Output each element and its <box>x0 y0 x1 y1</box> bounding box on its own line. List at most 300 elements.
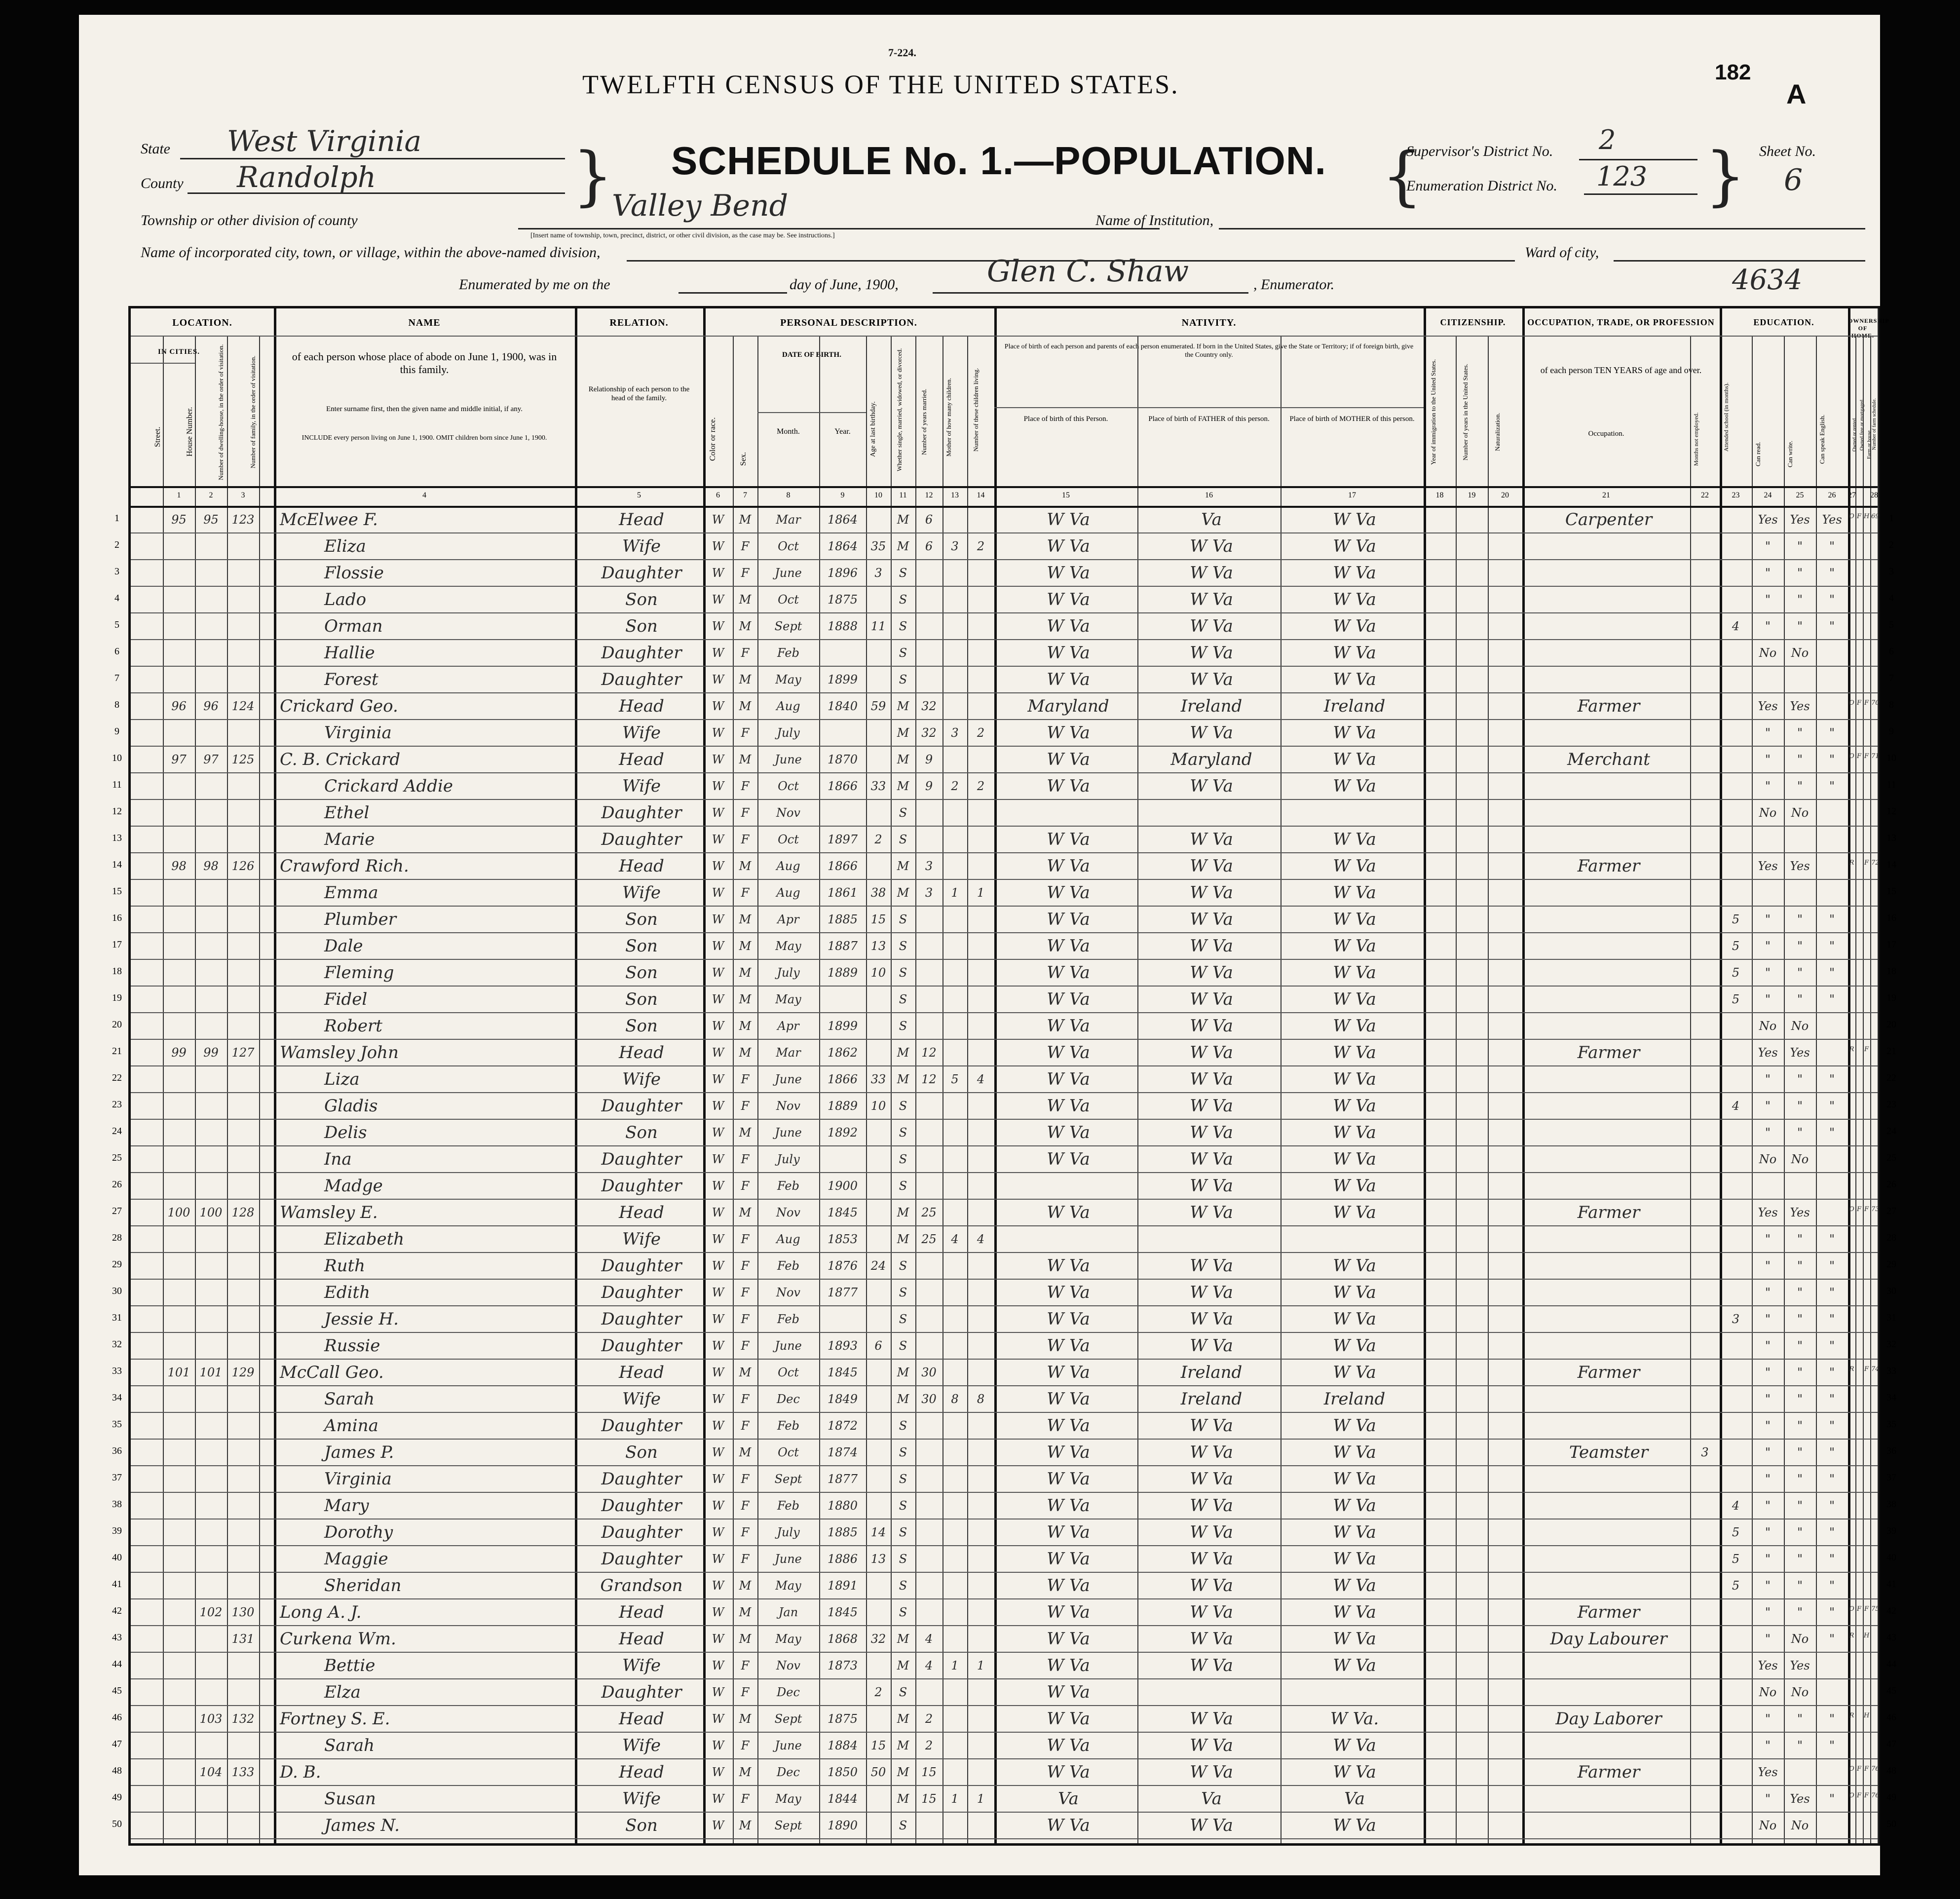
cell-dwelling: 100 <box>199 1206 223 1219</box>
cell-month: June <box>775 753 802 766</box>
group-personal: PERSONAL DESCRIPTION. <box>780 317 917 328</box>
cell-bf: W Va <box>1190 963 1233 983</box>
row-number-right: 34 <box>1886 1392 1896 1403</box>
cell-relation: Daughter <box>601 1416 682 1436</box>
cell-color: W <box>712 753 724 766</box>
cell-color: W <box>712 1126 724 1139</box>
cell-fm: F <box>1856 1206 1862 1213</box>
cell-color: W <box>712 1632 724 1646</box>
cell-bm: W Va <box>1333 1096 1376 1116</box>
cell-school: 4 <box>1732 1099 1740 1113</box>
row-rule <box>131 1385 1878 1386</box>
cell-month: Oct <box>778 539 799 553</box>
column-number: 10 <box>874 491 882 499</box>
hdr-occupation-desc: of each person TEN YEARS of age and over. <box>1540 365 1702 375</box>
cell-year: 1845 <box>827 1605 858 1619</box>
row-rule <box>131 1119 1878 1120</box>
cell-name: Forest <box>324 670 378 689</box>
cell-color: W <box>712 1099 724 1113</box>
cell-bf: W Va <box>1190 1443 1233 1462</box>
cell-write: Yes <box>1790 513 1810 527</box>
cell-month: Feb <box>777 1259 799 1273</box>
cell-year: 1886 <box>827 1552 858 1566</box>
cell-name: Crawford Rich. <box>280 856 409 876</box>
cell-bm: W Va <box>1333 883 1376 903</box>
cell-marital: S <box>899 833 907 846</box>
cell-own: O <box>1849 1605 1854 1613</box>
cell-read: Yes <box>1758 859 1778 873</box>
column-number: 18 <box>1435 491 1444 499</box>
cell-speak: " <box>1829 1339 1835 1353</box>
hdr-free-mortgaged: Owned free or mortgaged. <box>1859 398 1865 451</box>
cell-name: James P. <box>324 1443 394 1462</box>
cell-own: R <box>1849 1712 1854 1719</box>
cell-month: Dec <box>777 1765 800 1779</box>
cell-bf: W Va <box>1190 1416 1233 1436</box>
row-rule <box>131 1039 1878 1040</box>
cell-write: " <box>1797 1286 1803 1299</box>
cell-year: 1872 <box>827 1419 858 1433</box>
cell-bp: W Va <box>1047 910 1090 929</box>
hdr-farm-house: Farm or house. <box>1867 429 1872 459</box>
cell-color: W <box>712 1366 724 1379</box>
cell-sex: M <box>739 912 752 926</box>
row-number-right: 24 <box>1886 1126 1896 1137</box>
sheet-value: 6 <box>1784 163 1803 197</box>
cell-sex: M <box>739 939 752 953</box>
hdr-children-living: Number of these children living. <box>972 368 980 452</box>
cell-name: Flossie <box>324 563 384 583</box>
header-rule <box>131 336 1878 337</box>
cell-color: W <box>712 886 724 900</box>
cell-name: Robert <box>324 1016 382 1036</box>
row-rule <box>131 1598 1878 1599</box>
cell-own: O <box>1849 1206 1854 1213</box>
cell-dwelling: 95 <box>203 513 219 527</box>
cell-fm: F <box>1856 513 1862 520</box>
row-number-left: 8 <box>114 699 119 710</box>
cell-relation: Daughter <box>601 1522 682 1542</box>
column-number: 5 <box>637 491 641 499</box>
column-divider <box>1281 336 1282 1843</box>
cell-year: 1890 <box>827 1819 858 1832</box>
group-location: LOCATION. <box>172 317 232 328</box>
cell-month: May <box>775 1632 801 1646</box>
cell-name: Long A. J. <box>280 1602 362 1622</box>
cell-bm: W Va. <box>1330 1709 1379 1729</box>
cell-family: 124 <box>231 699 255 713</box>
cell-bm: W Va <box>1333 1149 1376 1169</box>
cell-month: Sept <box>774 1472 802 1486</box>
cell-bp: W Va <box>1047 776 1090 796</box>
hdr-month: Month. <box>777 427 800 436</box>
row-rule <box>131 692 1878 693</box>
cell-bm: W Va <box>1333 1043 1376 1063</box>
cell-dwelling: 97 <box>203 753 219 766</box>
cell-cl: 1 <box>977 1792 985 1806</box>
cell-year: 1864 <box>827 539 858 553</box>
cell-write: " <box>1797 1552 1803 1566</box>
cell-sex: F <box>741 1099 750 1113</box>
cell-ym: 30 <box>921 1366 937 1379</box>
cell-bf: W Va <box>1190 989 1233 1009</box>
cell-bm: W Va <box>1333 1602 1376 1622</box>
cell-relation: Daughter <box>601 563 682 583</box>
cell-bf: W Va <box>1190 670 1233 689</box>
cell-sched: 74 <box>1871 1366 1880 1373</box>
cell-relation: Daughter <box>601 1176 682 1196</box>
cell-bf: W Va <box>1190 1096 1233 1116</box>
cell-bp: W Va <box>1047 616 1090 636</box>
row-number-right: 37 <box>1886 1472 1896 1483</box>
cell-marital: S <box>899 1605 907 1619</box>
row-number-left: 21 <box>112 1046 122 1057</box>
cell-read: " <box>1765 1499 1771 1513</box>
row-number-right: 17 <box>1886 939 1896 950</box>
cell-marital: S <box>899 1019 907 1033</box>
row-number-left: 7 <box>114 673 119 684</box>
cell-month: Dec <box>777 1392 800 1406</box>
cell-color: W <box>712 1019 724 1033</box>
row-number-right: 15 <box>1886 886 1896 897</box>
cell-sex: F <box>741 1739 750 1752</box>
hdr-farm-schedule: Number of farm schedule. <box>1872 398 1877 451</box>
cell-bf: W Va <box>1190 1522 1233 1542</box>
row-number-right: 3 <box>1889 566 1894 577</box>
cell-speak: Yes <box>1822 513 1842 527</box>
cell-month: Mar <box>776 1046 801 1060</box>
cell-mo: 1 <box>951 886 959 900</box>
cell-speak: " <box>1829 1579 1835 1593</box>
cell-bf: W Va <box>1190 1256 1233 1276</box>
cell-write: " <box>1797 1739 1803 1752</box>
cell-name: Fleming <box>324 963 394 983</box>
column-divider <box>866 336 867 1843</box>
cell-bm: W Va <box>1333 536 1376 556</box>
cell-write: Yes <box>1790 1206 1810 1219</box>
row-number-right: 22 <box>1886 1072 1896 1083</box>
cell-fh: F <box>1864 699 1869 707</box>
hdr-year: Year. <box>834 427 851 436</box>
cell-read: " <box>1765 912 1771 926</box>
cell-bp: W Va <box>1047 1336 1090 1356</box>
row-rule <box>131 1145 1878 1146</box>
cell-bm: W Va <box>1333 1656 1376 1675</box>
cell-bm: W Va <box>1333 1816 1376 1835</box>
group-name: NAME <box>408 317 441 328</box>
cell-house: 95 <box>171 513 187 527</box>
cell-sex: M <box>739 1605 752 1619</box>
row-number-right: 4 <box>1889 593 1894 604</box>
enumerator-label: , Enumerator. <box>1253 276 1335 293</box>
cell-read: " <box>1765 1525 1771 1539</box>
cell-color: W <box>712 1445 724 1459</box>
cell-write: No <box>1791 1152 1809 1166</box>
cell-ym: 25 <box>921 1232 937 1246</box>
cell-read: " <box>1765 1712 1771 1726</box>
cell-speak: " <box>1829 1072 1835 1086</box>
cell-cl: 4 <box>977 1072 985 1086</box>
hdr-family: Number of family, in the order of visitation. <box>249 355 257 469</box>
cell-year: 1885 <box>827 912 858 926</box>
cell-name: Delis <box>324 1123 367 1142</box>
hdr-marital: Whether single, married, widowed, or divorced. <box>896 348 903 471</box>
cell-month: Aug <box>776 859 800 873</box>
cell-family: 130 <box>231 1605 255 1619</box>
hdr-house-number: House Number. <box>186 407 194 457</box>
cell-cl: 2 <box>977 726 985 740</box>
cell-own: R <box>1849 859 1854 867</box>
cell-name: Dorothy <box>324 1522 393 1542</box>
cell-read: " <box>1765 1445 1771 1459</box>
row-number-left: 37 <box>112 1472 122 1483</box>
cell-read: " <box>1765 1552 1771 1566</box>
row-number-left: 5 <box>114 619 119 630</box>
county-label: County <box>141 175 184 191</box>
row-rule <box>131 1172 1878 1173</box>
row-rule <box>131 639 1878 640</box>
cell-read: " <box>1765 1739 1771 1752</box>
cell-read: " <box>1765 1232 1771 1246</box>
cell-year: 1870 <box>827 753 858 766</box>
cell-name: C. B. Crickard <box>280 750 401 769</box>
cell-read: Yes <box>1758 1046 1778 1060</box>
cell-sex: F <box>741 1659 750 1672</box>
cell-month: Feb <box>777 1419 799 1433</box>
cell-bm: W Va <box>1333 776 1376 796</box>
cell-month: Oct <box>778 779 799 793</box>
cell-color: W <box>712 646 724 660</box>
cell-bm: W Va <box>1333 563 1376 583</box>
cell-marital: S <box>899 1259 907 1273</box>
cell-marital: S <box>899 939 907 953</box>
cell-color: W <box>712 1392 724 1406</box>
cell-marital: M <box>897 1392 909 1406</box>
cell-year: 1899 <box>827 673 858 686</box>
cell-relation: Grandson <box>600 1576 683 1595</box>
cell-name: Ruth <box>324 1256 366 1276</box>
cell-color: W <box>712 1259 724 1273</box>
cell-bm: W Va <box>1333 1256 1376 1276</box>
cell-bp: W Va <box>1047 883 1090 903</box>
cell-fh: F <box>1864 1605 1869 1613</box>
cell-bp: W Va <box>1047 1363 1090 1382</box>
cell-mo: 5 <box>951 1072 959 1086</box>
cell-speak: " <box>1829 619 1835 633</box>
cell-occ: Merchant <box>1567 750 1650 769</box>
cell-name: Bettie <box>324 1656 376 1675</box>
cell-sex: F <box>741 886 750 900</box>
cell-own: R <box>1849 1366 1854 1373</box>
cell-ym: 12 <box>921 1072 937 1086</box>
cell-color: W <box>712 806 724 820</box>
header-rule <box>131 486 1878 488</box>
cell-bm: W Va <box>1333 643 1376 663</box>
hdr-dwelling: Number of dwelling-house, in the order of visitation. <box>217 344 225 480</box>
cell-ym: 4 <box>925 1632 933 1646</box>
column-divider <box>1690 336 1691 1843</box>
cell-sex: M <box>739 1579 752 1593</box>
cell-house: 100 <box>167 1206 190 1219</box>
row-rule <box>131 746 1878 747</box>
cell-bf: W Va <box>1190 776 1233 796</box>
cell-age: 32 <box>870 1632 886 1646</box>
cell-sex: F <box>741 779 750 793</box>
cell-relation: Head <box>619 1709 664 1729</box>
cell-sex: F <box>741 1339 750 1353</box>
cell-age: 50 <box>870 1765 886 1779</box>
cell-cl: 2 <box>977 779 985 793</box>
cell-marital: S <box>899 806 907 820</box>
cell-bf: Va <box>1201 1789 1222 1809</box>
cell-speak: " <box>1829 1525 1835 1539</box>
cell-read: " <box>1765 1312 1771 1326</box>
cell-ym: 15 <box>921 1765 937 1779</box>
row-rule <box>131 1439 1878 1440</box>
row-number-left: 46 <box>112 1712 122 1723</box>
cell-sex: F <box>741 1419 750 1433</box>
cell-sex: F <box>741 566 750 580</box>
row-rule <box>131 1359 1878 1360</box>
cell-marital: M <box>897 513 909 527</box>
row-number-left: 1 <box>114 513 119 524</box>
cell-color: W <box>712 726 724 740</box>
cell-read: No <box>1759 1152 1777 1166</box>
column-divider <box>1720 308 1722 1843</box>
cell-year: 1893 <box>827 1339 858 1353</box>
cell-year: 1845 <box>827 1366 858 1379</box>
cell-write: " <box>1797 1072 1803 1086</box>
cell-year: 1840 <box>827 699 858 713</box>
cell-name: Elizabeth <box>324 1229 405 1249</box>
cell-color: W <box>712 513 724 527</box>
county-value: Randolph <box>237 160 377 194</box>
cell-bp: W Va <box>1047 856 1090 876</box>
cell-color: W <box>712 1472 724 1486</box>
cell-relation: Daughter <box>601 1149 682 1169</box>
cell-read: " <box>1765 1792 1771 1806</box>
cell-month: July <box>777 1152 800 1166</box>
cell-speak: " <box>1829 1286 1835 1299</box>
column-number: 23 <box>1732 491 1740 499</box>
cell-write: No <box>1791 1685 1809 1699</box>
cell-bf: W Va <box>1190 1309 1233 1329</box>
cell-mo: 2 <box>951 779 959 793</box>
cell-cl: 2 <box>977 539 985 553</box>
cell-color: W <box>712 1286 724 1299</box>
column-number: 9 <box>840 491 845 499</box>
cell-color: W <box>712 1579 724 1593</box>
cell-age: 11 <box>870 619 886 633</box>
cell-house: 97 <box>171 753 187 766</box>
row-rule <box>131 1065 1878 1066</box>
cell-bm: W Va <box>1333 1549 1376 1569</box>
cell-write: " <box>1797 619 1803 633</box>
cell-fh: F <box>1864 1765 1869 1773</box>
cell-relation: Head <box>619 1363 664 1382</box>
row-number-right: 42 <box>1886 1605 1896 1616</box>
cell-name: Elza <box>324 1682 361 1702</box>
row-rule <box>131 1572 1878 1573</box>
row-number-right: 40 <box>1886 1552 1896 1563</box>
cell-bp: W Va <box>1047 643 1090 663</box>
column-number: 12 <box>925 491 933 499</box>
cell-relation: Daughter <box>601 643 682 663</box>
row-number-right: 48 <box>1886 1765 1896 1776</box>
cell-fh: F <box>1864 1366 1869 1373</box>
cell-dwelling: 96 <box>203 699 219 713</box>
cell-bm: W Va <box>1333 723 1376 743</box>
cell-relation: Wife <box>622 1656 661 1675</box>
row-number-left: 39 <box>112 1525 122 1536</box>
cell-month: Aug <box>776 1232 800 1246</box>
cell-bm: W Va <box>1333 1522 1376 1542</box>
cell-read: " <box>1765 779 1771 793</box>
cell-month: Dec <box>777 1685 800 1699</box>
cell-sex: F <box>741 833 750 846</box>
cell-sex: M <box>739 859 752 873</box>
cell-bp: W Va <box>1047 1416 1090 1436</box>
column-number: 4 <box>422 491 426 499</box>
cell-fh: H <box>1864 513 1870 520</box>
hdr-color: Color or race. <box>709 417 717 461</box>
cell-year: 1873 <box>827 1659 858 1672</box>
cell-relation: Wife <box>622 1736 661 1755</box>
row-rule <box>131 1332 1878 1333</box>
cell-read: " <box>1765 1259 1771 1273</box>
column-number: 22 <box>1701 491 1709 499</box>
cell-marital: S <box>899 1179 907 1193</box>
cell-bp: W Va <box>1047 590 1090 609</box>
cell-sex: F <box>741 539 750 553</box>
cell-color: W <box>712 1046 724 1060</box>
row-rule <box>131 1545 1878 1546</box>
cell-year: 1849 <box>827 1392 858 1406</box>
cell-bm: W Va <box>1333 590 1376 609</box>
row-number-left: 17 <box>112 939 122 950</box>
cell-relation: Son <box>625 616 658 636</box>
row-number-right: 7 <box>1889 673 1894 684</box>
cell-relation: Head <box>619 1203 664 1222</box>
cell-write: No <box>1791 1632 1809 1646</box>
row-number-left: 49 <box>112 1792 122 1803</box>
cell-mo: 8 <box>951 1392 959 1406</box>
cell-write: " <box>1797 1445 1803 1459</box>
cell-speak: " <box>1829 1392 1835 1406</box>
cell-bp: W Va <box>1047 1762 1090 1782</box>
cell-year: 1845 <box>827 1206 858 1219</box>
cell-speak: " <box>1829 1792 1835 1806</box>
cell-school: 4 <box>1732 619 1740 633</box>
row-number-left: 41 <box>112 1579 122 1590</box>
row-number-left: 27 <box>112 1206 122 1216</box>
row-number-left: 22 <box>112 1072 122 1083</box>
cell-bp: W Va <box>1047 1736 1090 1755</box>
cell-own: O <box>1849 699 1854 707</box>
row-rule <box>131 932 1878 933</box>
form-number: 7-224. <box>888 46 916 59</box>
cell-month: Oct <box>778 833 799 846</box>
cell-age: 3 <box>874 566 882 580</box>
cell-color: W <box>712 1525 724 1539</box>
cell-sex: M <box>739 699 752 713</box>
cell-bm: W Va <box>1333 936 1376 956</box>
cell-relation: Son <box>625 1443 658 1462</box>
column-number: 15 <box>1062 491 1070 499</box>
cell-relation: Son <box>625 963 658 983</box>
cell-occ: Farmer <box>1577 1602 1640 1622</box>
hdr-birth-person: Place of birth of this Person. <box>1023 415 1108 423</box>
